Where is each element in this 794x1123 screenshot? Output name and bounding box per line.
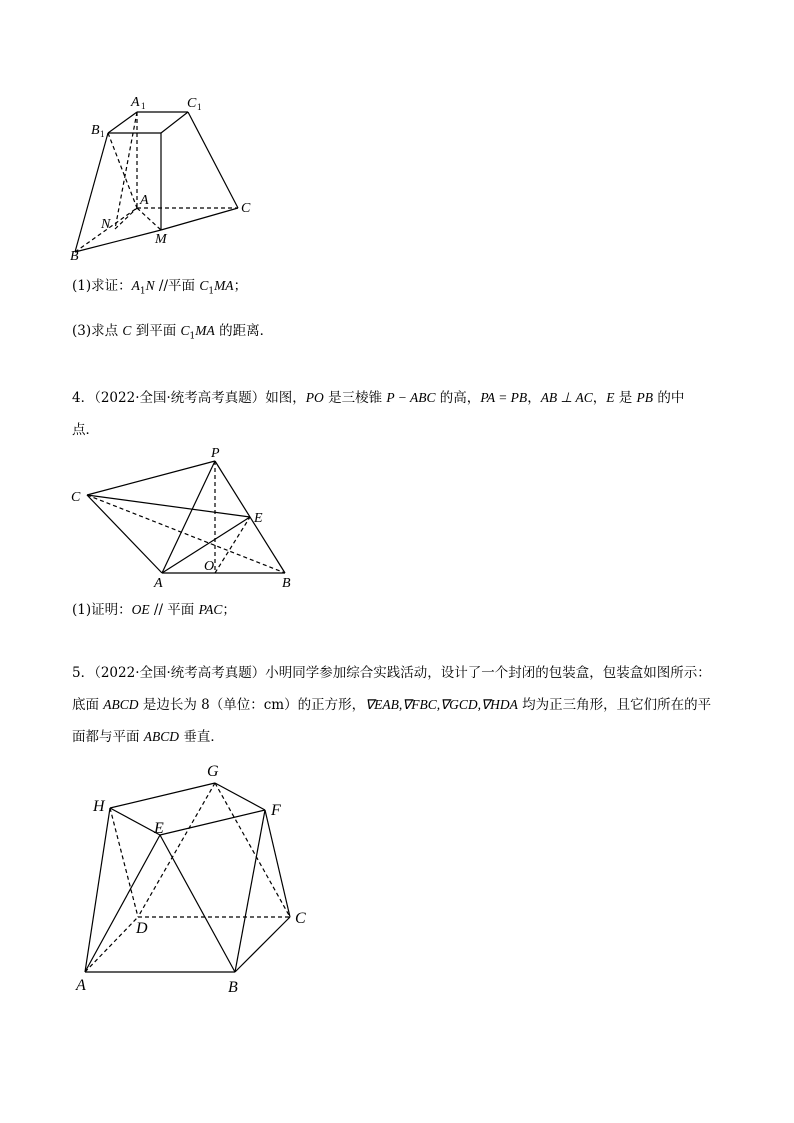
q5-line3: 面都与平面 ABCD 垂直． xyxy=(72,729,224,745)
label-C: C xyxy=(241,201,251,216)
label-C1: C xyxy=(187,96,197,111)
label-F: F xyxy=(271,802,281,819)
label-H: H xyxy=(93,798,105,815)
figure-prism xyxy=(60,90,270,265)
label-A1: A xyxy=(131,95,140,110)
label-A2: A xyxy=(154,576,163,591)
q4-part1: (1)证明：OE // 平面 PAC； xyxy=(72,602,236,618)
label-G: G xyxy=(207,763,219,780)
label-N: N xyxy=(101,217,111,232)
label-A: A xyxy=(140,193,149,208)
label-C1-sub: 1 xyxy=(197,102,202,112)
label-C3: C xyxy=(295,910,306,927)
label-D: D xyxy=(136,920,148,937)
q4-line2: 点． xyxy=(72,422,99,438)
q5-line2: 底面 ABCD 是边长为 8（单位：cm）的正方形，∇EAB,∇FBC,∇GCD,∇HDA 均为正三角形，且它们所在的平 xyxy=(72,697,712,713)
label-B1: B xyxy=(91,123,100,138)
figure-box xyxy=(70,755,330,1000)
label-B2: B xyxy=(282,576,291,591)
label-B: B xyxy=(70,249,79,264)
label-A3: A xyxy=(76,977,86,994)
label-B1-sub: 1 xyxy=(100,129,105,139)
label-O: O xyxy=(204,559,215,574)
q3-part1: (1)求证：$A_1N$ //平面 $C_1MA$； xyxy=(72,278,248,297)
q3-part3: (3)求点 C 到平面 $C_1MA$ 的距离． xyxy=(72,323,274,342)
q5-line1: 5．（2022·全国·统考高考真题）小明同学参加综合实践活动，设计了一个封闭的包装盒，包装盒如图所示： xyxy=(72,665,711,681)
q4-line1: 4．（2022·全国·统考高考真题）如图，PO 是三棱锥 P − ABC 的高，PA = PB，AB ⊥ AC，E 是 PB 的中 xyxy=(72,390,685,406)
label-A1-sub: 1 xyxy=(141,101,146,111)
label-P: P xyxy=(211,446,220,461)
figure-pyramid xyxy=(65,443,305,595)
label-E: E xyxy=(254,511,263,526)
label-E3: E xyxy=(154,820,164,837)
label-M: M xyxy=(155,232,167,247)
label-B3: B xyxy=(228,979,238,996)
label-C2: C xyxy=(71,490,81,505)
